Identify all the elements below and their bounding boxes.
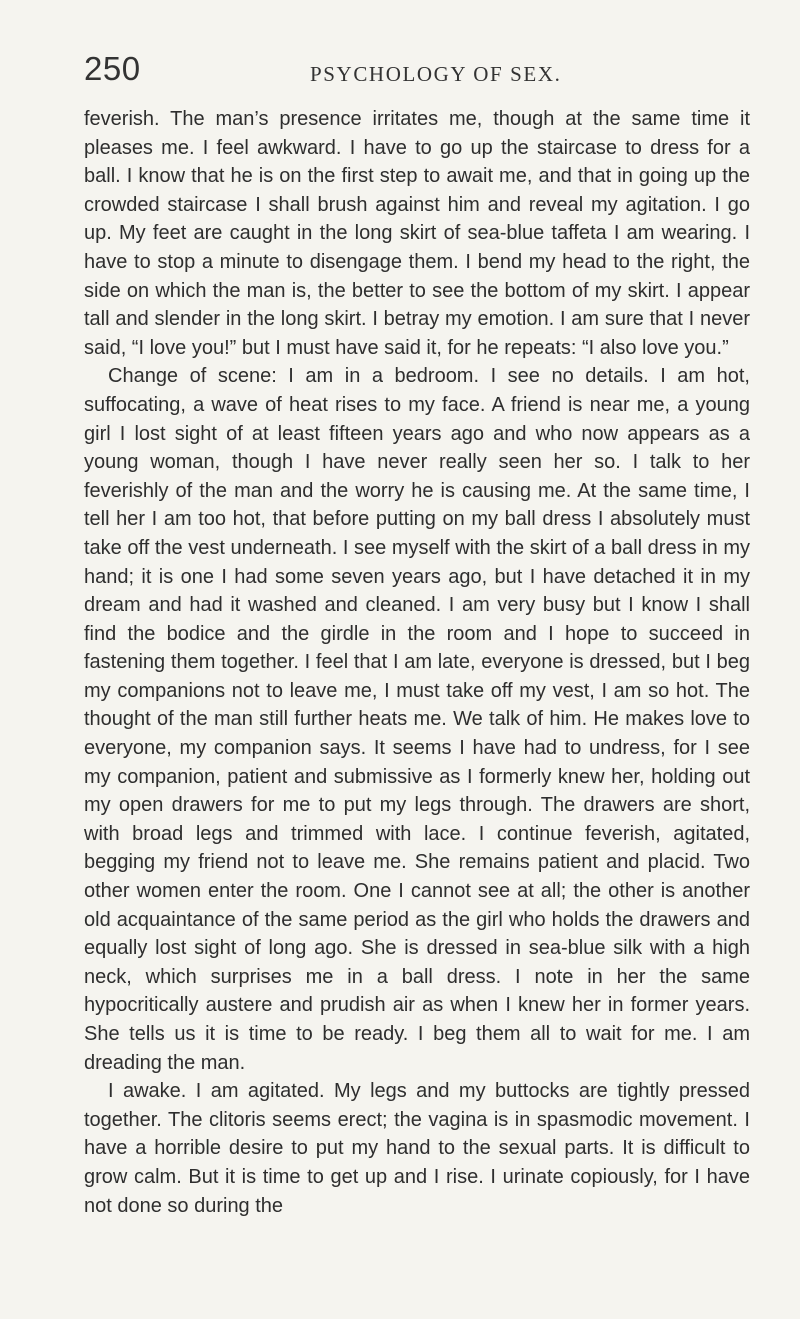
paragraph-3: I awake. I am agitated. My legs and my buttocks are tightly pressed together. The clitoris seems erect; the vagina is in spasmodic movement. I have a horrible desire to put my hand to the sexual parts. It is difficult to grow calm. But it is time to get up and I rise. I urinate copiously, for I have not done so during the (84, 1080, 750, 1217)
running-head (84, 50, 744, 90)
paragraph-1: feverish. The man’s presence irritates me, though at the same time it pleases me. I feel awkward. I have to go up the staircase to dress for a ball. I know that he is on the first step to await me, and that in going up the crowded staircase I shall brush against him and reveal my agitation. I go up. My feet are caught in the long skirt of sea-blue taffeta I am wearing. I have to stop a minute to disengage them. I bend my head to the right, the side on which the man is, the better to see the bottom of my skirt. I appear tall and slender in the long skirt. I betray my emotion. I am sure that I never said, “I love you!” but I must have said it, for he repeats: “I also love you.” (84, 108, 750, 359)
paragraph-2: Change of scene: I am in a bedroom. I see no details. I am hot, suffocating, a wave of heat rises to my face. A friend is near me, a young girl I lost sight of at least fifteen years ago and who now appears as a young woman, though I have never really seen her so. I talk to her feverishly of the man and the worry he is causing me. At the same time, I tell her I am too hot, that before putting on my ball dress I absolutely must take off the vest underneath. I see myself with the skirt of a ball dress in my hand; it is one I had some seven years ago, but I have detached it in my dream and had it washed and cleaned. I am very busy but I know I shall find the bodice and the girdle in the room and I hope to succeed in fastening them together. I feel that I am late, everyone is dressed, but I beg my companions not to leave me, I must take off my vest, I am so hot. The thought of the man still further heats me. We talk of him. He makes love to everyone, my companion says. It seems I have had to undress, for I see my companion, patient and submissive as I formerly knew her, holding out my open drawers for me to put my legs through. The drawers are short, with broad legs and trimmed with lace. I continue feverish, agitated, begging my friend not to leave me. She remains patient and placid. Two other women enter the room. One I cannot see at all; the other is another old acquaintance of the same period as the girl who holds the drawers and equally lost sight of long ago. She is dressed in sea-blue silk with a high neck, which surprises me in a ball dress. I note in her the same hypocritically austere and prudish air as when I knew her in former years. She tells us it is time to be ready. I beg them all to wait for me. I am dreading the man. (84, 365, 750, 1074)
body-text (84, 105, 750, 1220)
page-number: 250 (84, 50, 141, 87)
running-title: PSYCHOLOGY OF SEX. (310, 62, 562, 86)
